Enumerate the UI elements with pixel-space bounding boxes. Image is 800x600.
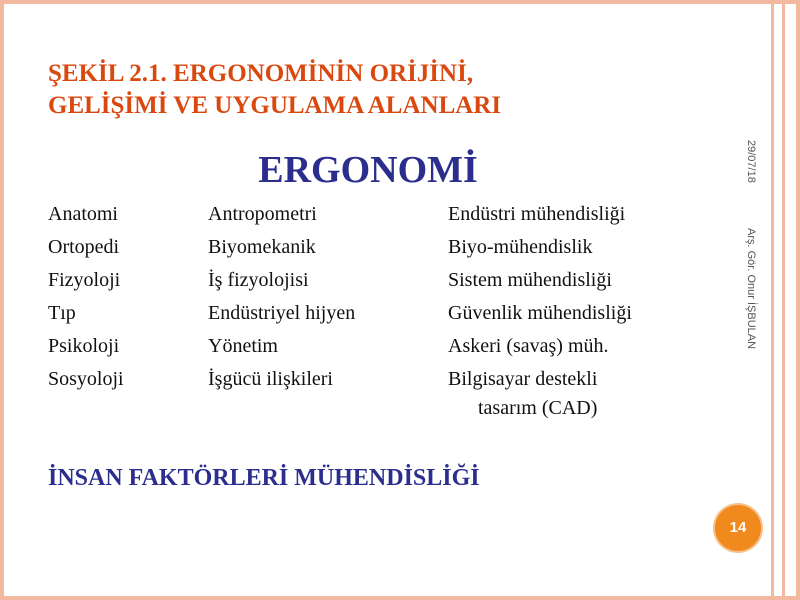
science-cell: Fizyoloji: [48, 269, 121, 291]
science-cell: Sosyoloji: [48, 368, 124, 390]
frame-top-border: [0, 0, 800, 4]
science-cell: Tıp: [48, 302, 76, 324]
engineering-cell: Bilgisayar destekli: [448, 368, 598, 390]
sidebar-date: 29/07/18: [745, 140, 757, 183]
engineering-cell: Endüstri mühendisliği: [448, 203, 626, 225]
frame-right-border: [796, 0, 800, 600]
grid-row: [48, 266, 708, 299]
science-cell: Psikoloji: [48, 335, 120, 357]
engineering-cell-continuation: tasarım (CAD): [478, 397, 598, 419]
engineering-cell: Askeri (savaş) müh.: [448, 335, 609, 357]
discipline-grid: [48, 200, 708, 398]
engineering-cell: Güvenlik mühendisliği: [448, 302, 632, 324]
grid-row: [48, 299, 708, 332]
grid-row: [48, 200, 708, 233]
field-cell: İş fizyolojisi: [208, 269, 309, 291]
frame-right-stripe: [782, 0, 785, 600]
grid-row: [48, 332, 708, 365]
engineering-cell: Biyo-mühendislik: [448, 236, 593, 258]
slide-title: [48, 58, 728, 122]
slide-title-line-2: GELİŞİMİ VE UYGULAMA ALANLARI: [48, 92, 502, 119]
field-cell: Biyomekanik: [208, 236, 316, 258]
sidebar-author: Arş. Gör. Onur İŞBULAN: [745, 228, 757, 350]
ergonomi-heading: ERGONOMİ: [258, 149, 478, 191]
grid-row: [48, 233, 708, 266]
human-factors-heading: İNSAN FAKTÖRLERİ MÜHENDİSLİĞİ: [48, 465, 480, 491]
field-cell: Antropometri: [208, 203, 317, 225]
engineering-cell: Sistem mühendisliği: [448, 269, 612, 291]
science-cell: Anatomi: [48, 203, 118, 225]
frame-right-stripe: [771, 0, 774, 600]
field-cell: Yönetim: [208, 335, 278, 357]
field-cell: Endüstriyel hijyen: [208, 302, 356, 324]
field-cell: İşgücü ilişkileri: [208, 368, 333, 390]
science-cell: Ortopedi: [48, 236, 120, 258]
frame-left-border: [0, 0, 4, 600]
grid-row: [48, 365, 708, 398]
slide-title-line-1: ŞEKİL 2.1. ERGONOMİNİN ORİJİNİ,: [48, 60, 474, 87]
page-number-badge: 14: [715, 505, 761, 551]
frame-bottom-border: [0, 596, 800, 600]
